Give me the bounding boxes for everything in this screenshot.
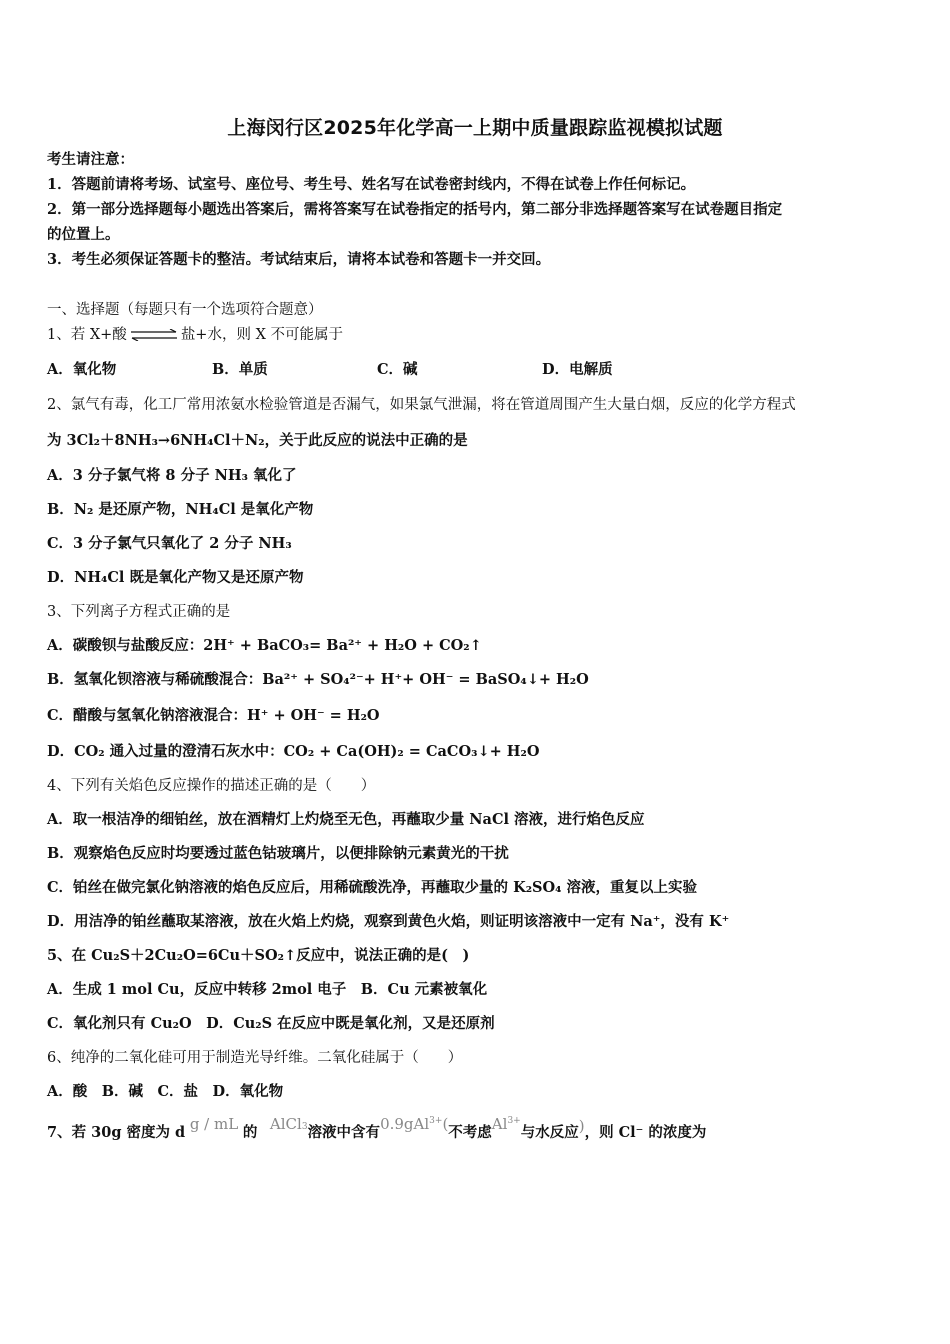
q7-part-3: 溶液中含有: [307, 1124, 381, 1141]
q2-option-d[interactable]: D．NH₄Cl 既是氧化产物又是还原产物: [47, 569, 304, 586]
q7-paren-open: (: [442, 1115, 449, 1133]
q2-option-c[interactable]: C．3 分子氯气只氧化了 2 分子 NH₃: [47, 535, 292, 552]
q7-unit: g / mL: [189, 1115, 239, 1133]
q7-part-6: ，则 Cl⁻ 的浓度为: [584, 1124, 707, 1141]
question-2-stem: 2、氯气有毒，化工厂常用浓氨水检验管道是否漏气，如果氯气泄漏，将在管道周围产生大量白烟，反应的化学方程式: [47, 397, 796, 413]
page-title: 上海闵行区2025年化学高一上期中质量跟踪监视模拟试题: [227, 117, 723, 139]
question-7-stem: [47, 1115, 707, 1149]
question-5-stem: 5、在 Cu₂S＋2Cu₂O=6Cu＋SO₂↑反应中，说法正确的是( ): [47, 947, 470, 964]
q7-salt-formula: [270, 1115, 308, 1133]
q4-option-d[interactable]: D．用洁净的铂丝蘸取某溶液，放在火焰上灼烧，观察到黄色火焰，则证明该溶液中一定有 Na⁺，没有 K⁺: [47, 913, 730, 930]
q3-option-d[interactable]: D．CO₂ 通入过量的澄清石灰水中：CO₂ + Ca(OH)₂ = CaCO₃↓+ H₂O: [47, 743, 540, 760]
question-3-stem: 3、下列离子方程式正确的是: [47, 604, 231, 620]
q7-paren-close: ): [578, 1117, 585, 1135]
q7-ion-symbol: Al: [491, 1115, 508, 1133]
q3-option-c[interactable]: C．醋酸与氢氧化钠溶液混合：H⁺ + OH⁻ = H₂O: [47, 707, 380, 724]
q7-amount: [380, 1115, 448, 1133]
q5-options-row-1[interactable]: A．生成 1 mol Cu，反应中转移 2mol 电子 B．Cu 元素被氧化: [47, 981, 488, 998]
q1-suffix: 盐+水，则 X 不可能属于: [180, 327, 344, 343]
q4-option-b[interactable]: B．观察焰色反应时均要透过蓝色钴玻璃片，以便排除钠元素黄光的干扰: [47, 845, 509, 862]
question-4-stem: 4、下列有关焰色反应操作的描述正确的是（ ）: [47, 778, 376, 794]
q7-salt: AlCl: [269, 1115, 302, 1133]
notice-item: 3．考生必须保证答题卡的整洁。考试结束后，请将本试卷和答题卡一并交回。: [47, 251, 551, 268]
q7-part-4: 不考虑: [448, 1124, 492, 1141]
q7-part-2: 的: [242, 1124, 258, 1141]
q1-option-d[interactable]: D．电解质: [542, 361, 613, 378]
q4-option-a[interactable]: A．取一根洁净的细铂丝，放在酒精灯上灼烧至无色，再蘸取少量 NaCl 溶液，进行焰色反应: [47, 811, 645, 828]
q3-option-b[interactable]: B．氢氧化钡溶液与稀硫酸混合：Ba²⁺ + SO₄²⁻+ H⁺+ OH⁻ = BaSO₄↓+ H₂O: [47, 671, 589, 688]
question-2-equation: 为 3Cl₂＋8NH₃→6NH₄Cl＋N₂，关于此反应的说法中正确的是: [47, 432, 468, 449]
reversible-arrow-icon: [130, 329, 178, 341]
section-heading: 一、选择题（每题只有一个选项符合题意）: [47, 302, 323, 318]
question-6-stem: 6、纯净的二氧化硅可用于制造光导纤维。二氧化硅属于（ ）: [47, 1050, 463, 1066]
q7-part-5: 与水反应: [520, 1124, 579, 1141]
q7-ion: [492, 1115, 521, 1133]
q1-prefix: 1、若 X+酸: [47, 327, 127, 343]
q7-part-1: 7、若 30g 密度为 d: [47, 1124, 186, 1141]
q1-option-a[interactable]: A．氧化物: [47, 361, 117, 378]
q1-option-b[interactable]: B．单质: [212, 361, 268, 378]
q2-option-a[interactable]: A．3 分子氯气将 8 分子 NH₃ 氧化了: [47, 467, 297, 484]
notice-item: 2．第一部分选择题每小题选出答案后，需将答案写在试卷指定的括号内，第二部分非选择题答案写在试卷题目指定: [47, 201, 783, 218]
q3-option-a[interactable]: A．碳酸钡与盐酸反应：2H⁺ + BaCO₃= Ba²⁺ + H₂O + CO₂↑: [47, 637, 482, 654]
notice-item: 的位置上。: [47, 226, 120, 243]
q7-salt-sub: 3: [301, 1122, 308, 1132]
q4-option-c[interactable]: C．铂丝在做完氯化钠溶液的焰色反应后，用稀硫酸洗净，再蘸取少量的 K₂SO₄ 溶液，重复以上实验: [47, 879, 698, 896]
q5-options-row-2[interactable]: C．氧化剂只有 Cu₂O D．Cu₂S 在反应中既是氧化剂，又是还原剂: [47, 1015, 495, 1032]
q7-amount-sup: 3+: [429, 1116, 443, 1126]
notice-heading: 考生请注意：: [47, 151, 134, 168]
q7-ion-sup: 3+: [507, 1116, 521, 1126]
q2-option-b[interactable]: B．N₂ 是还原产物，NH₄Cl 是氧化产物: [47, 501, 314, 518]
notice-item: 1．答题前请将考场、试室号、座位号、考生号、姓名写在试卷密封线内，不得在试卷上作任何标记。: [47, 176, 696, 193]
q6-options[interactable]: A．酸 B．碱 C．盐 D．氧化物: [47, 1083, 284, 1100]
q1-option-c[interactable]: C．碱: [377, 361, 418, 378]
question-1-stem: [47, 325, 343, 345]
q7-amount-value: 0.9gAl: [380, 1115, 430, 1133]
